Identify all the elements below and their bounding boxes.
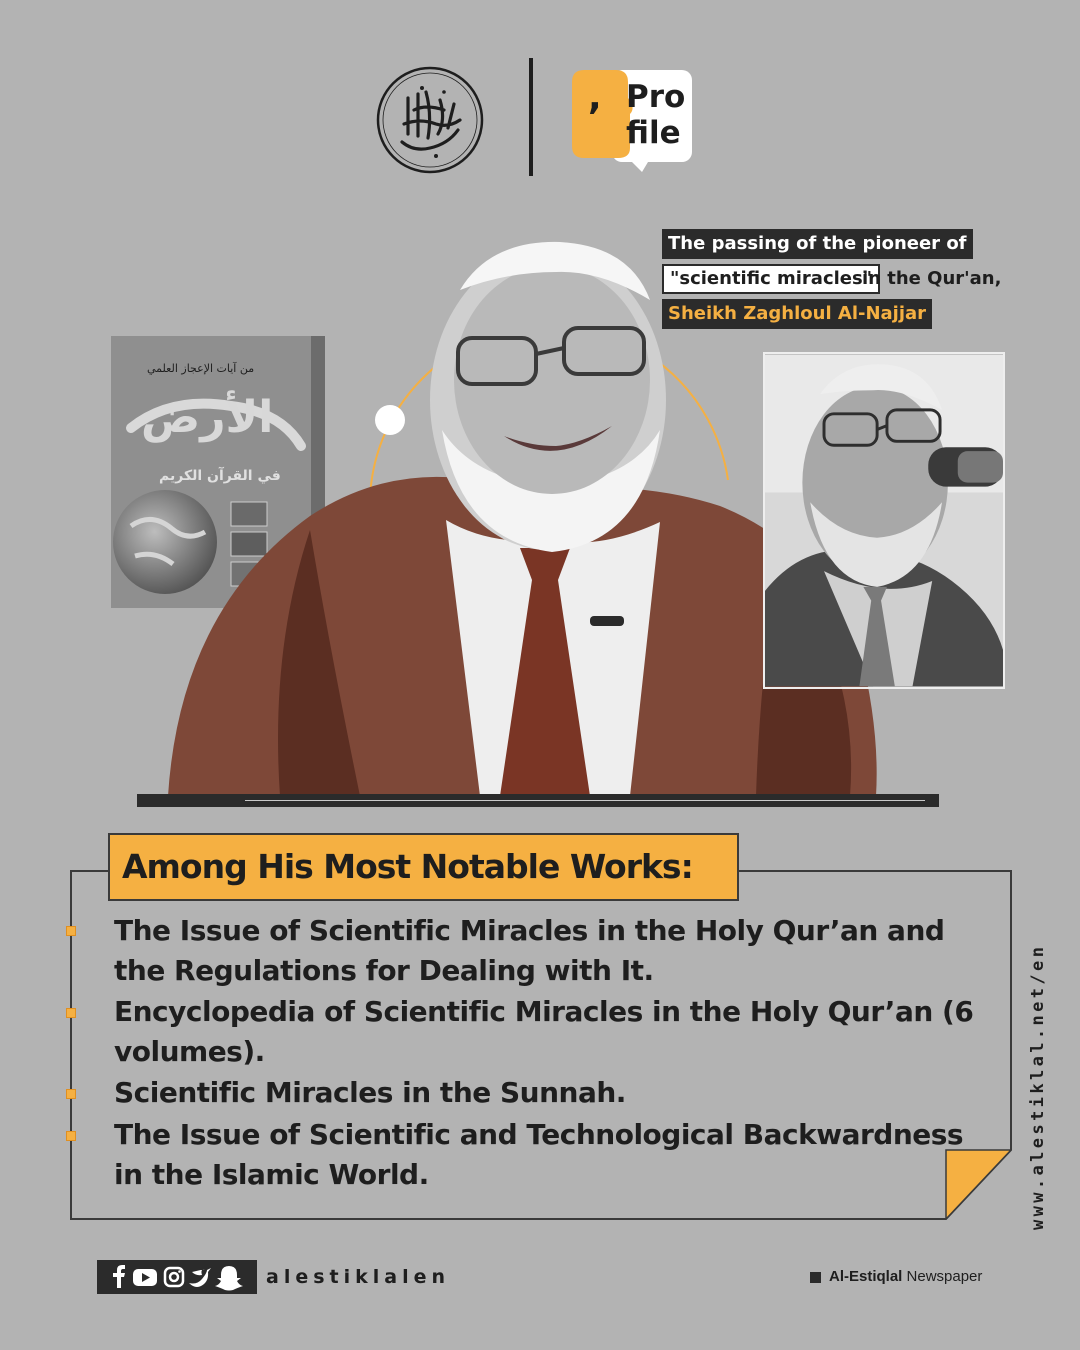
work-item: The Issue of Scientific and Technological Backwardness in the Islamic World. — [114, 1118, 964, 1191]
social-handle[interactable]: alestiklalen — [266, 1266, 451, 1288]
snapchat-icon[interactable] — [215, 1266, 243, 1291]
headline-highlight: "scientific miracles" — [662, 264, 880, 294]
calligraphy-seal-icon — [374, 64, 486, 176]
works-title — [108, 833, 739, 901]
profile-logo — [570, 68, 694, 174]
website-url[interactable]: www.alestiklal.net/en — [1028, 943, 1048, 1230]
list-bullet — [66, 926, 76, 936]
facebook-icon[interactable] — [113, 1265, 125, 1288]
footer-brand-rest: Newspaper — [902, 1268, 983, 1285]
youtube-icon[interactable] — [133, 1269, 157, 1286]
brand-square-icon — [810, 1272, 821, 1283]
profile-comma: , — [588, 77, 602, 118]
book-subtitle-2: في القرآن الكريم — [159, 468, 281, 484]
headline-name: Sheikh Zaghloul Al-Najjar — [662, 299, 932, 329]
work-item: Scientific Miracles in the Sunnah. — [114, 1076, 626, 1109]
works-title-text: Among His Most Notable Works — [122, 847, 681, 886]
list-bullet — [66, 1008, 76, 1018]
sheikh-speaking-photo — [763, 352, 1005, 689]
list-bullet — [66, 1089, 76, 1099]
headline-line-1: The passing of the pioneer of — [662, 229, 973, 259]
work-item: The Issue of Scientific Miracles in the Holy Qur’an and the Regulations for Dealing with It. — [114, 914, 945, 987]
book-title: الأرض — [141, 392, 274, 443]
profile-text-pro: Pro — [626, 79, 686, 115]
work-item: Encyclopedia of Scientific Miracles in the Holy Qur’an (6 volumes). — [114, 995, 974, 1068]
book-subtitle: من آيات الإعجاز العلمي — [147, 362, 255, 375]
social-icons-bar — [97, 1260, 257, 1294]
profile-text-file: file — [626, 115, 681, 151]
instagram-icon[interactable] — [165, 1268, 183, 1286]
footer-brand-bold: Al-Estiqlal — [829, 1268, 903, 1285]
list-bullet — [66, 1131, 76, 1141]
works-title-colon: : — [680, 847, 693, 886]
stage-line — [245, 800, 925, 801]
headline-line-2: in the Qur'an, — [862, 268, 1002, 289]
header-divider — [529, 58, 533, 176]
twitter-icon[interactable] — [189, 1268, 211, 1287]
footer-brand — [829, 1268, 982, 1285]
